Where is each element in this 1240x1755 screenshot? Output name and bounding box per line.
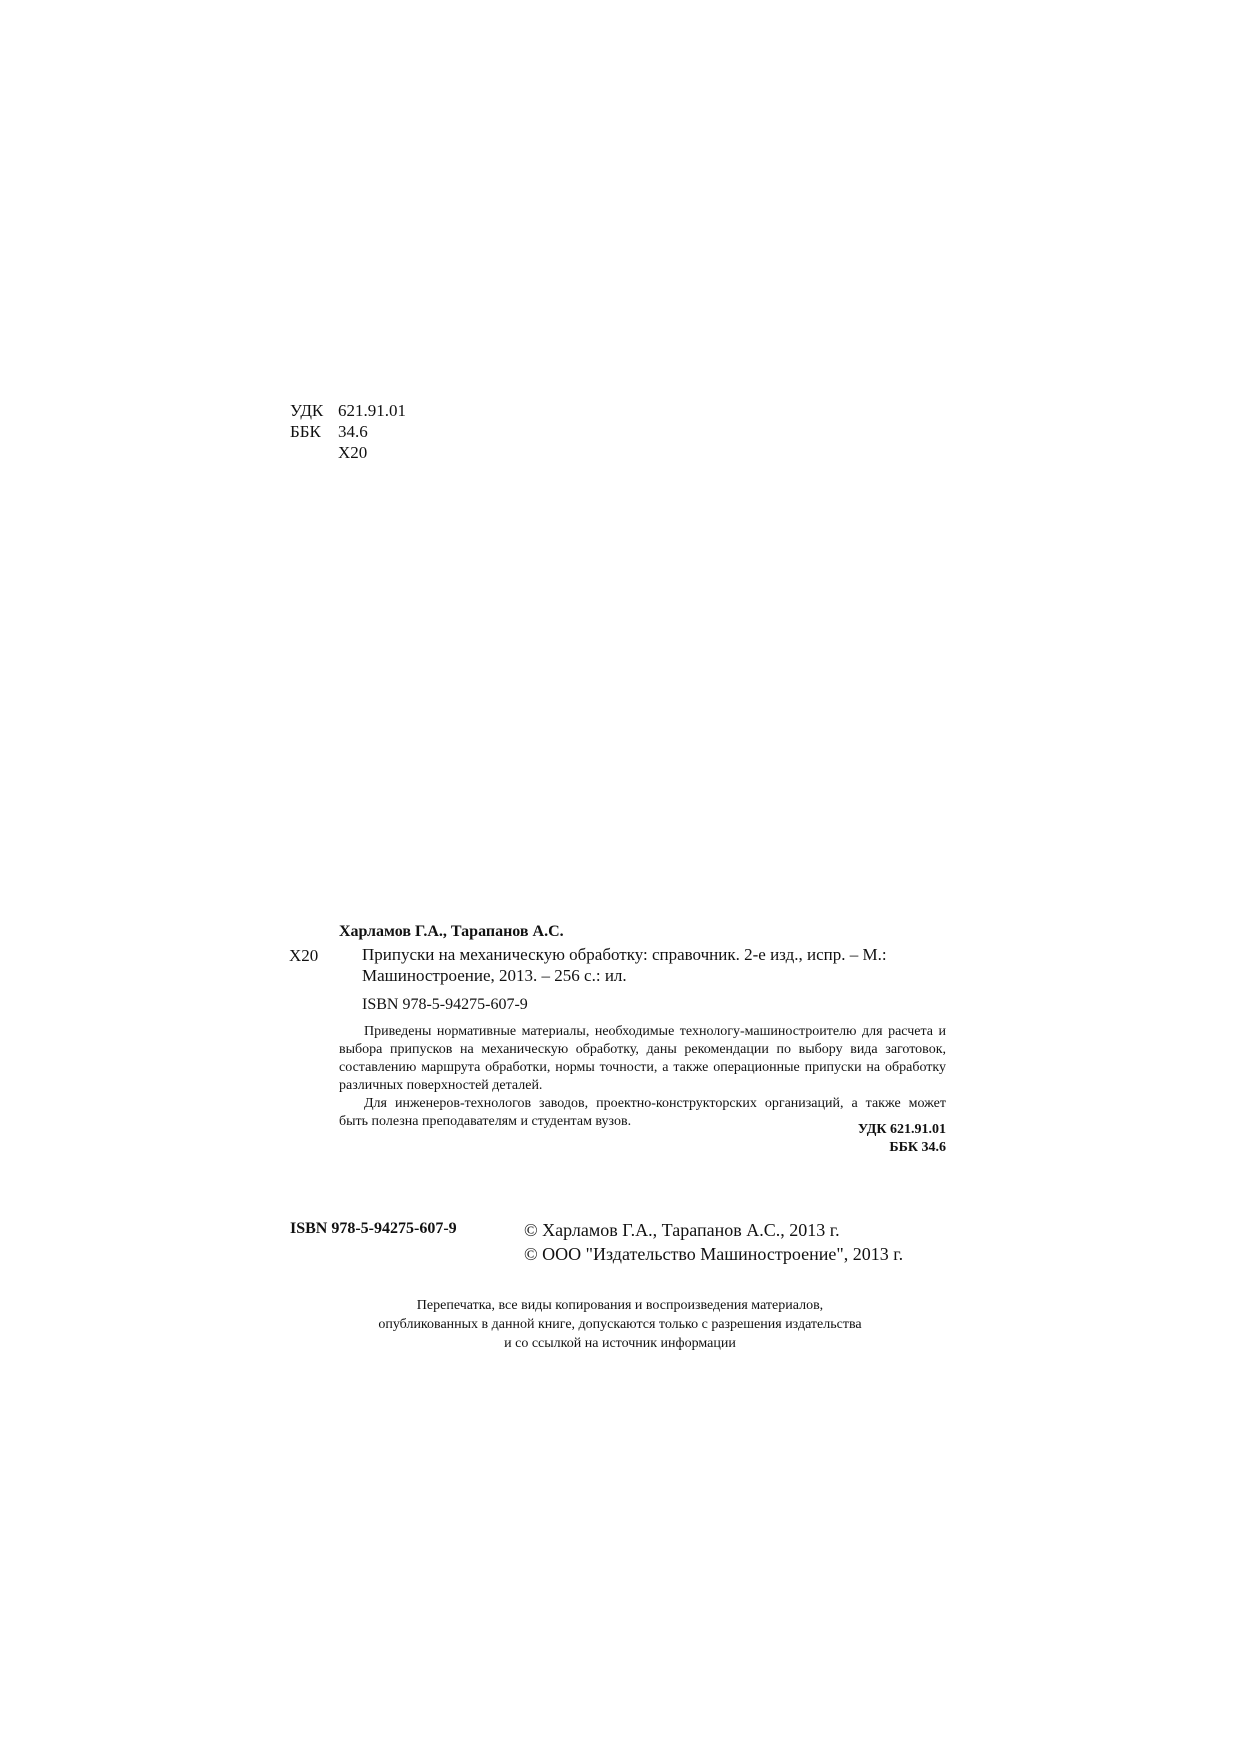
copyright-line-1: © Харламов Г.А., Тарапанов А.С., 2013 г. [524, 1220, 840, 1240]
isbn: ISBN 978-5-94275-607-9 [362, 996, 528, 1013]
author-code-top: Х20 [338, 443, 368, 462]
annotation-udk: УДК 621.91.01 [857, 1122, 946, 1137]
authors: Харламов Г.А., Тарапанов А.С. [339, 923, 564, 940]
udk-row [290, 400, 406, 421]
annotation-bbk: ББК 34.6 [889, 1140, 946, 1155]
author-code: Х20 [289, 946, 319, 965]
annotation-codes [820, 1121, 946, 1157]
bbk-label: ББК [290, 422, 321, 441]
copyright-block [524, 1218, 903, 1266]
notice-line-3: и со ссылкой на источник информации [504, 1336, 736, 1351]
annotation-paragraph-2: Для инженеров-технологов заводов, проектно-конструкторских организаций, а также может быть полезна преподавателям и студентам вузов. [339, 1096, 946, 1129]
isbn-bold: ISBN 978-5-94275-607-9 [290, 1220, 457, 1237]
copyright-line-2: © ООО "Издательство Машиностроение", 2013 г. [524, 1244, 904, 1264]
bbk-row [290, 421, 406, 442]
udk-label: УДК [290, 401, 324, 420]
description-line-2: Машиностроение, 2013. – 256 с.: ил. [362, 966, 627, 985]
description-line-1: Припуски на механическую обработку: справочник. 2-е изд., испр. – М.: [362, 945, 887, 964]
annotation-paragraph-1: Приведены нормативные материалы, необходимые технологу-машиностроителю для расчета и выбора припусков на механическую обработку, даны рекомендации по выбору вида заготовок, составлению маршрута обработки, нормы точности, а также операционные припуски на обработку различных поверхностей деталей. [339, 1024, 946, 1093]
udk-value: 621.91.01 [338, 401, 406, 420]
bbk-value: 34.6 [338, 422, 368, 441]
classification-block [290, 400, 406, 463]
bibliographic-description [362, 944, 946, 986]
reprint-notice [290, 1296, 950, 1353]
notice-line-2: опубликованных в данной книге, допускаются только с разрешения издательства [378, 1317, 862, 1332]
notice-line-1: Перепечатка, все виды копирования и воспроизведения материалов, [416, 1298, 824, 1313]
annotation [339, 1023, 946, 1131]
